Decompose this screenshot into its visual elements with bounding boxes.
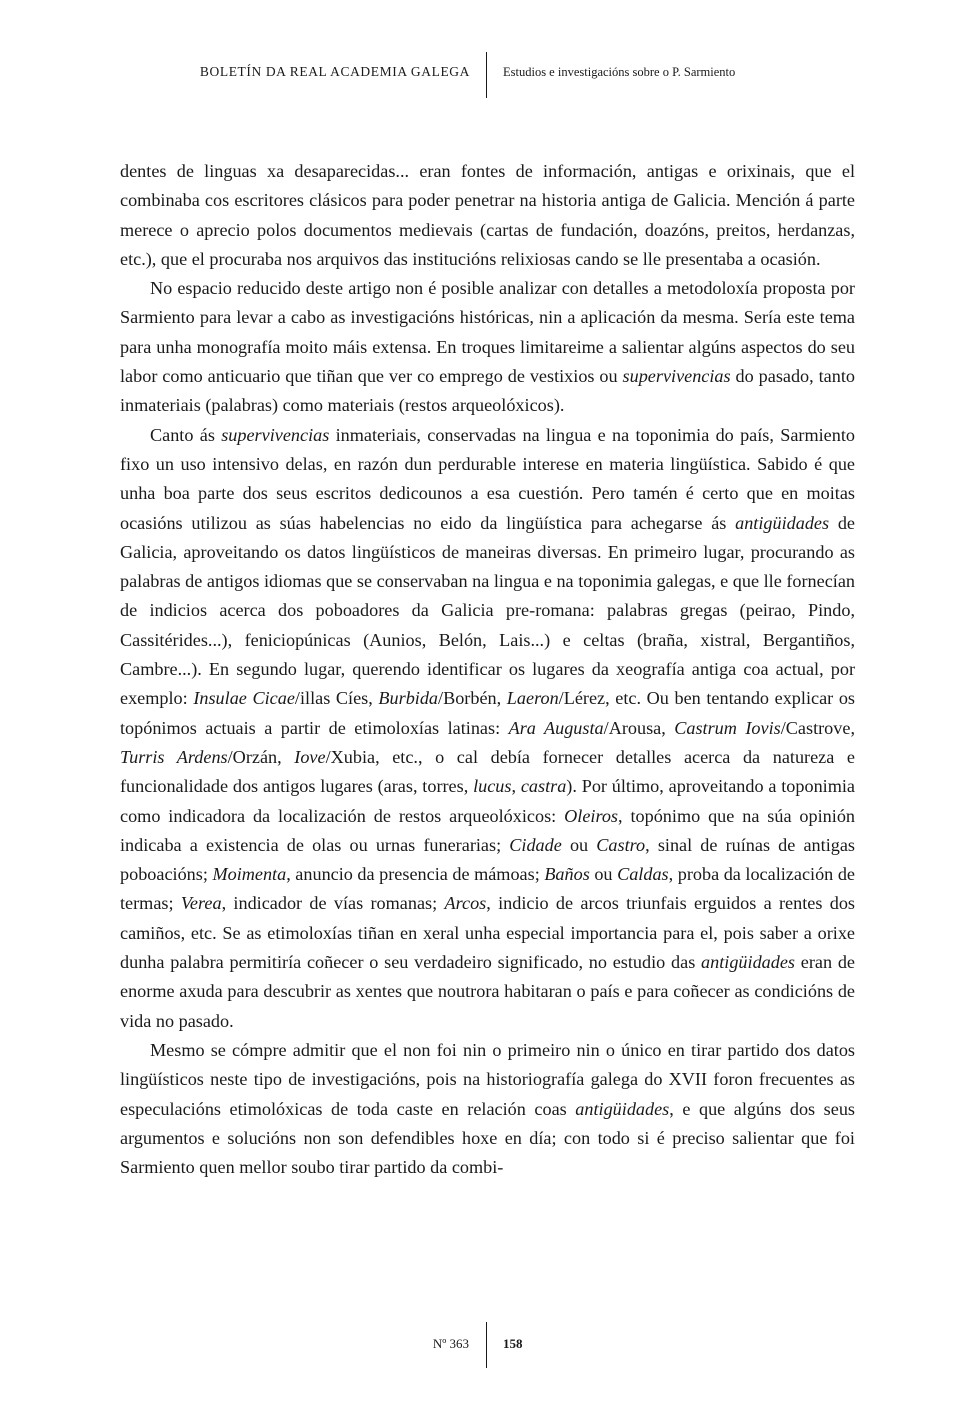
text-run: ). Por último, aproveitando a toponimia como indicadora da localización de restos arqueolóxicos: <box>120 776 855 826</box>
italic-text: antigüidades <box>575 1098 670 1119</box>
italic-text: Baños <box>544 864 590 885</box>
italic-text: antigüidades <box>701 952 795 973</box>
page-header <box>0 52 975 100</box>
text-run: /Orzán, <box>227 746 295 767</box>
text-run: , proba da localización de termas; <box>120 864 855 914</box>
italic-text: Caldas <box>617 864 669 885</box>
text-run: do pasado, tanto inmateriais (palabras) como materiais (restos arqueolóxicos). <box>120 366 855 416</box>
text-run: /Xubia, etc., o cal debía fornecer detalles acerca da natureza e funcionalidade dos antigos lugares (aras, torres, <box>120 746 856 797</box>
italic-text: Insulae Cicae <box>193 688 295 709</box>
section-title: Estudios e investigacións sobre o P. Sarmiento <box>503 65 736 79</box>
journal-title: BOLETÍN DA REAL ACADEMIA GALEGA <box>199 64 470 79</box>
text-run: , <box>511 776 521 797</box>
italic-text: supervivencias <box>622 366 731 387</box>
paragraph <box>120 274 855 420</box>
italic-text: antigüidades <box>735 512 830 533</box>
text-run: , topónimo que na súa opinión indicaba a existencia de olas ou urnas funerarias; <box>120 805 856 855</box>
footer-divider <box>486 1322 487 1368</box>
issue-number: Nº 363 <box>432 1336 469 1351</box>
text-run: /Borbén, <box>438 688 507 709</box>
italic-text: Arcos <box>444 893 487 914</box>
page-number: 158 <box>503 1336 523 1351</box>
text-run: , sinal de ruínas de antigas poboacións; <box>120 834 856 885</box>
italic-text: castra <box>520 776 567 797</box>
text-run: /Castrove, <box>780 717 855 738</box>
text-run: Mesmo se cómpre admitir que el non foi nin o primeiro nin o único en tirar partido dos datos lingüísticos neste tipo de investigacións, pois na historiografía galega do XVII foron frecuentes as especulacións etimolóxicas de toda caste en relación coas <box>120 1039 855 1119</box>
text-run: , indicio de arcos triunfais erguidos a rentes dos camiños, etc. Se as etimoloxías tiñan en xeral unha especial importancia para el, pois saber a orixe dunha palabra permitiría coñecer o seu verdadeiro significado, no estudio das <box>120 893 855 973</box>
article-body <box>120 157 855 1182</box>
italic-text: lucus <box>473 776 512 797</box>
italic-text: Castro <box>596 834 646 855</box>
italic-text: Burbida <box>378 688 439 709</box>
paragraph <box>120 421 855 1036</box>
paragraph <box>120 157 855 274</box>
page-footer <box>0 1322 975 1372</box>
text-run: , e que algúns dos seus argumentos e solucións non son defendibles hoxe en día; con todo si é preciso salientar que foi Sarmiento quen mellor soubo tirar partido da combi- <box>120 1098 855 1178</box>
text-run: ou <box>589 864 618 885</box>
italic-text: Turris Ardens <box>120 746 228 767</box>
paragraph <box>120 1036 855 1182</box>
italic-text: Cidade <box>509 834 562 855</box>
italic-text: Ara Augusta <box>508 717 604 738</box>
text-run: de Galicia, aproveitando os datos lingüísticos de maneiras diversas. En primeiro lugar, procurando as palabras de antigos idiomas que se conservaban na lingua e na toponimia galegas, e que lle fornecían de indicios acerca dos poboadores da Galicia pre-romana: palabras gregas (peirao, Pindo, Cassitérides...), feniciopúnicas (Aunios, Belón, Lais...) e celtas (braña, xistral, Bergantiños, Cambre...). En segundo lugar, querendo identificar os lugares da xeografía antiga coa actual, por exemplo: <box>120 512 855 709</box>
text-run: /illas Cíes, <box>294 688 379 709</box>
text-run: inmateriais, conservadas na lingua e na toponimia do país, Sarmiento fixo un uso intensivo delas, en razón dun perdurable interese en materia lingüística. Sabido é que unha boa parte dos seus escritos dedicounos a esa cuestión. Pero tamén é certo que en moitas ocasións utilizou as súas habelencias no eido da lingüística para achegarse ás <box>120 424 855 533</box>
italic-text: supervivencias <box>221 424 330 445</box>
italic-text: Verea <box>180 893 222 914</box>
italic-text: Iove <box>294 746 326 767</box>
text-run: /Lérez, etc. Ou ben tentando explicar os topónimos actuais a partir de etimoloxías latinas: <box>120 688 855 738</box>
text-run: ou <box>561 834 597 855</box>
text-run: , anuncio da presencia de mámoas; <box>286 864 545 885</box>
header-divider <box>486 52 487 98</box>
text-run: dentes de linguas xa desaparecidas... eran fontes de información, antigas e orixinais, que el combinaba cos escritores clásicos para poder penetrar na historia antiga de Galicia. Mención á parte merece o aprecio polos documentos medievais (cartas de fundación, doazóns, preitos, herdanzas, etc.), que el procuraba nos arquivos das institucións relixiosas cando se lle presentaba a ocasión. <box>120 161 855 269</box>
italic-text: Laeron <box>506 688 559 709</box>
text-run: /Arousa, <box>603 717 675 738</box>
text-run: No espacio reducido deste artigo non é posible analizar con detalles a metodoloxía proposta por Sarmiento para levar a cabo as investigacións históricas, nin a aplicación da mesma. Sería este tema para unha monografía moito máis extensa. En troques limitareime a salientar algúns aspectos do seu labor como anticuario que tiñan que ver co emprego de vestixios ou <box>120 278 855 387</box>
italic-text: Moimenta <box>212 864 287 885</box>
text-run: eran de enorme axuda para descubrir as xentes que noutrora habitaran o país e para coñecer as condicións de vida no pasado. <box>120 952 855 1031</box>
italic-text: Castrum Iovis <box>674 717 781 738</box>
text-run: , indicador de vías romanas; <box>221 893 445 914</box>
italic-text: Oleiros <box>564 805 619 826</box>
text-run: Canto ás <box>150 424 222 445</box>
